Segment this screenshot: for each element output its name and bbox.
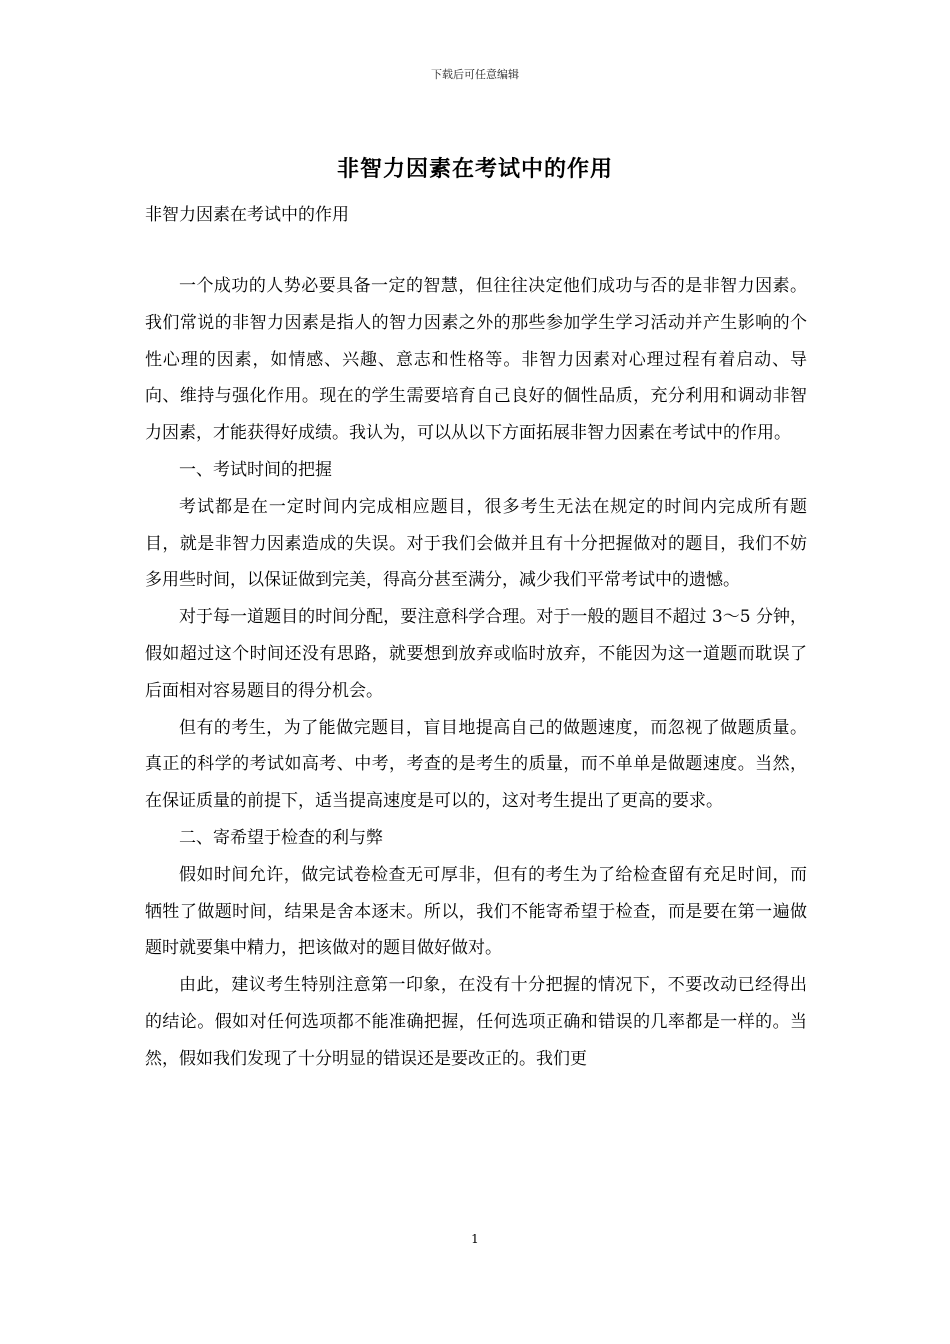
document-title: 非智力因素在考试中的作用	[336, 156, 613, 182]
paragraph: 对于每一道题目的时间分配，要注意科学合理。对于一般的题目不超过 3～5 分钟，假如超过这个时间还没有思路，就要想到放弃或临时放弃，不能因为这一道题而耽误了后面相对容易题目的得分机会。	[145, 607, 807, 701]
paragraph: 但有的考生，为了能做完题目，盲目地提高自己的做题速度，而忽视了做题质量。真正的科学的考试如高考、中考，考查的是考生的质量，而不单单是做题速度。当然，在保证质量的前提下，适当提高速度是可以的，这对考生提出了更高的要求。	[145, 717, 807, 812]
header-note: 下载后可任意编辑	[431, 68, 519, 81]
document-body	[145, 268, 807, 1078]
page-number: 1	[471, 1232, 479, 1246]
section-heading-2: 二、寄希望于检查的利与弊	[179, 827, 383, 848]
paragraph: 由此，建议考生特别注意第一印象，在没有十分把握的情况下，不要改动已经得出的结论。假如对任何选项都不能准确把握，任何选项正确和错误的几率都是一样的。当然，假如我们发现了十分明显的错误还是要改正的。我们更	[145, 975, 807, 1069]
paragraph: 考试都是在一定时间内完成相应题目，很多考生无法在规定的时间内完成所有题目，就是非智力因素造成的失误。对于我们会做并且有十分把握做对的题目，我们不妨多用些时间，以保证做到完美，得高分甚至满分，减少我们平常考试中的遗憾。	[145, 496, 807, 591]
paragraph: 假如时间允许，做完试卷检查无可厚非，但有的考生为了给检查留有充足时间，而牺牲了做题时间，结果是舍本逐末。所以，我们不能寄希望于检查，而是要在第一遍做题时就要集中精力，把该做对的题目做好做对。	[145, 864, 807, 959]
paragraph-intro: 一个成功的人势必要具备一定的智慧，但往往决定他们成功与否的是非智力因素。我们常说的非智力因素是指人的智力因素之外的那些参加学生学习活动并产生影响的个性心理的因素，如情感、兴趣、意志和性格等。非智力因素对心理过程有着启动、导向、维持与强化作用。现在的学生需要培育自己良好的個性品质，充分利用和调动非智力因素，才能获得好成绩。我认为，可以从以下方面拓展非智力因素在考试中的作用。	[145, 276, 807, 444]
document-subtitle: 非智力因素在考试中的作用	[145, 205, 349, 225]
section-heading-1: 一、考试时间的把握	[179, 459, 332, 480]
